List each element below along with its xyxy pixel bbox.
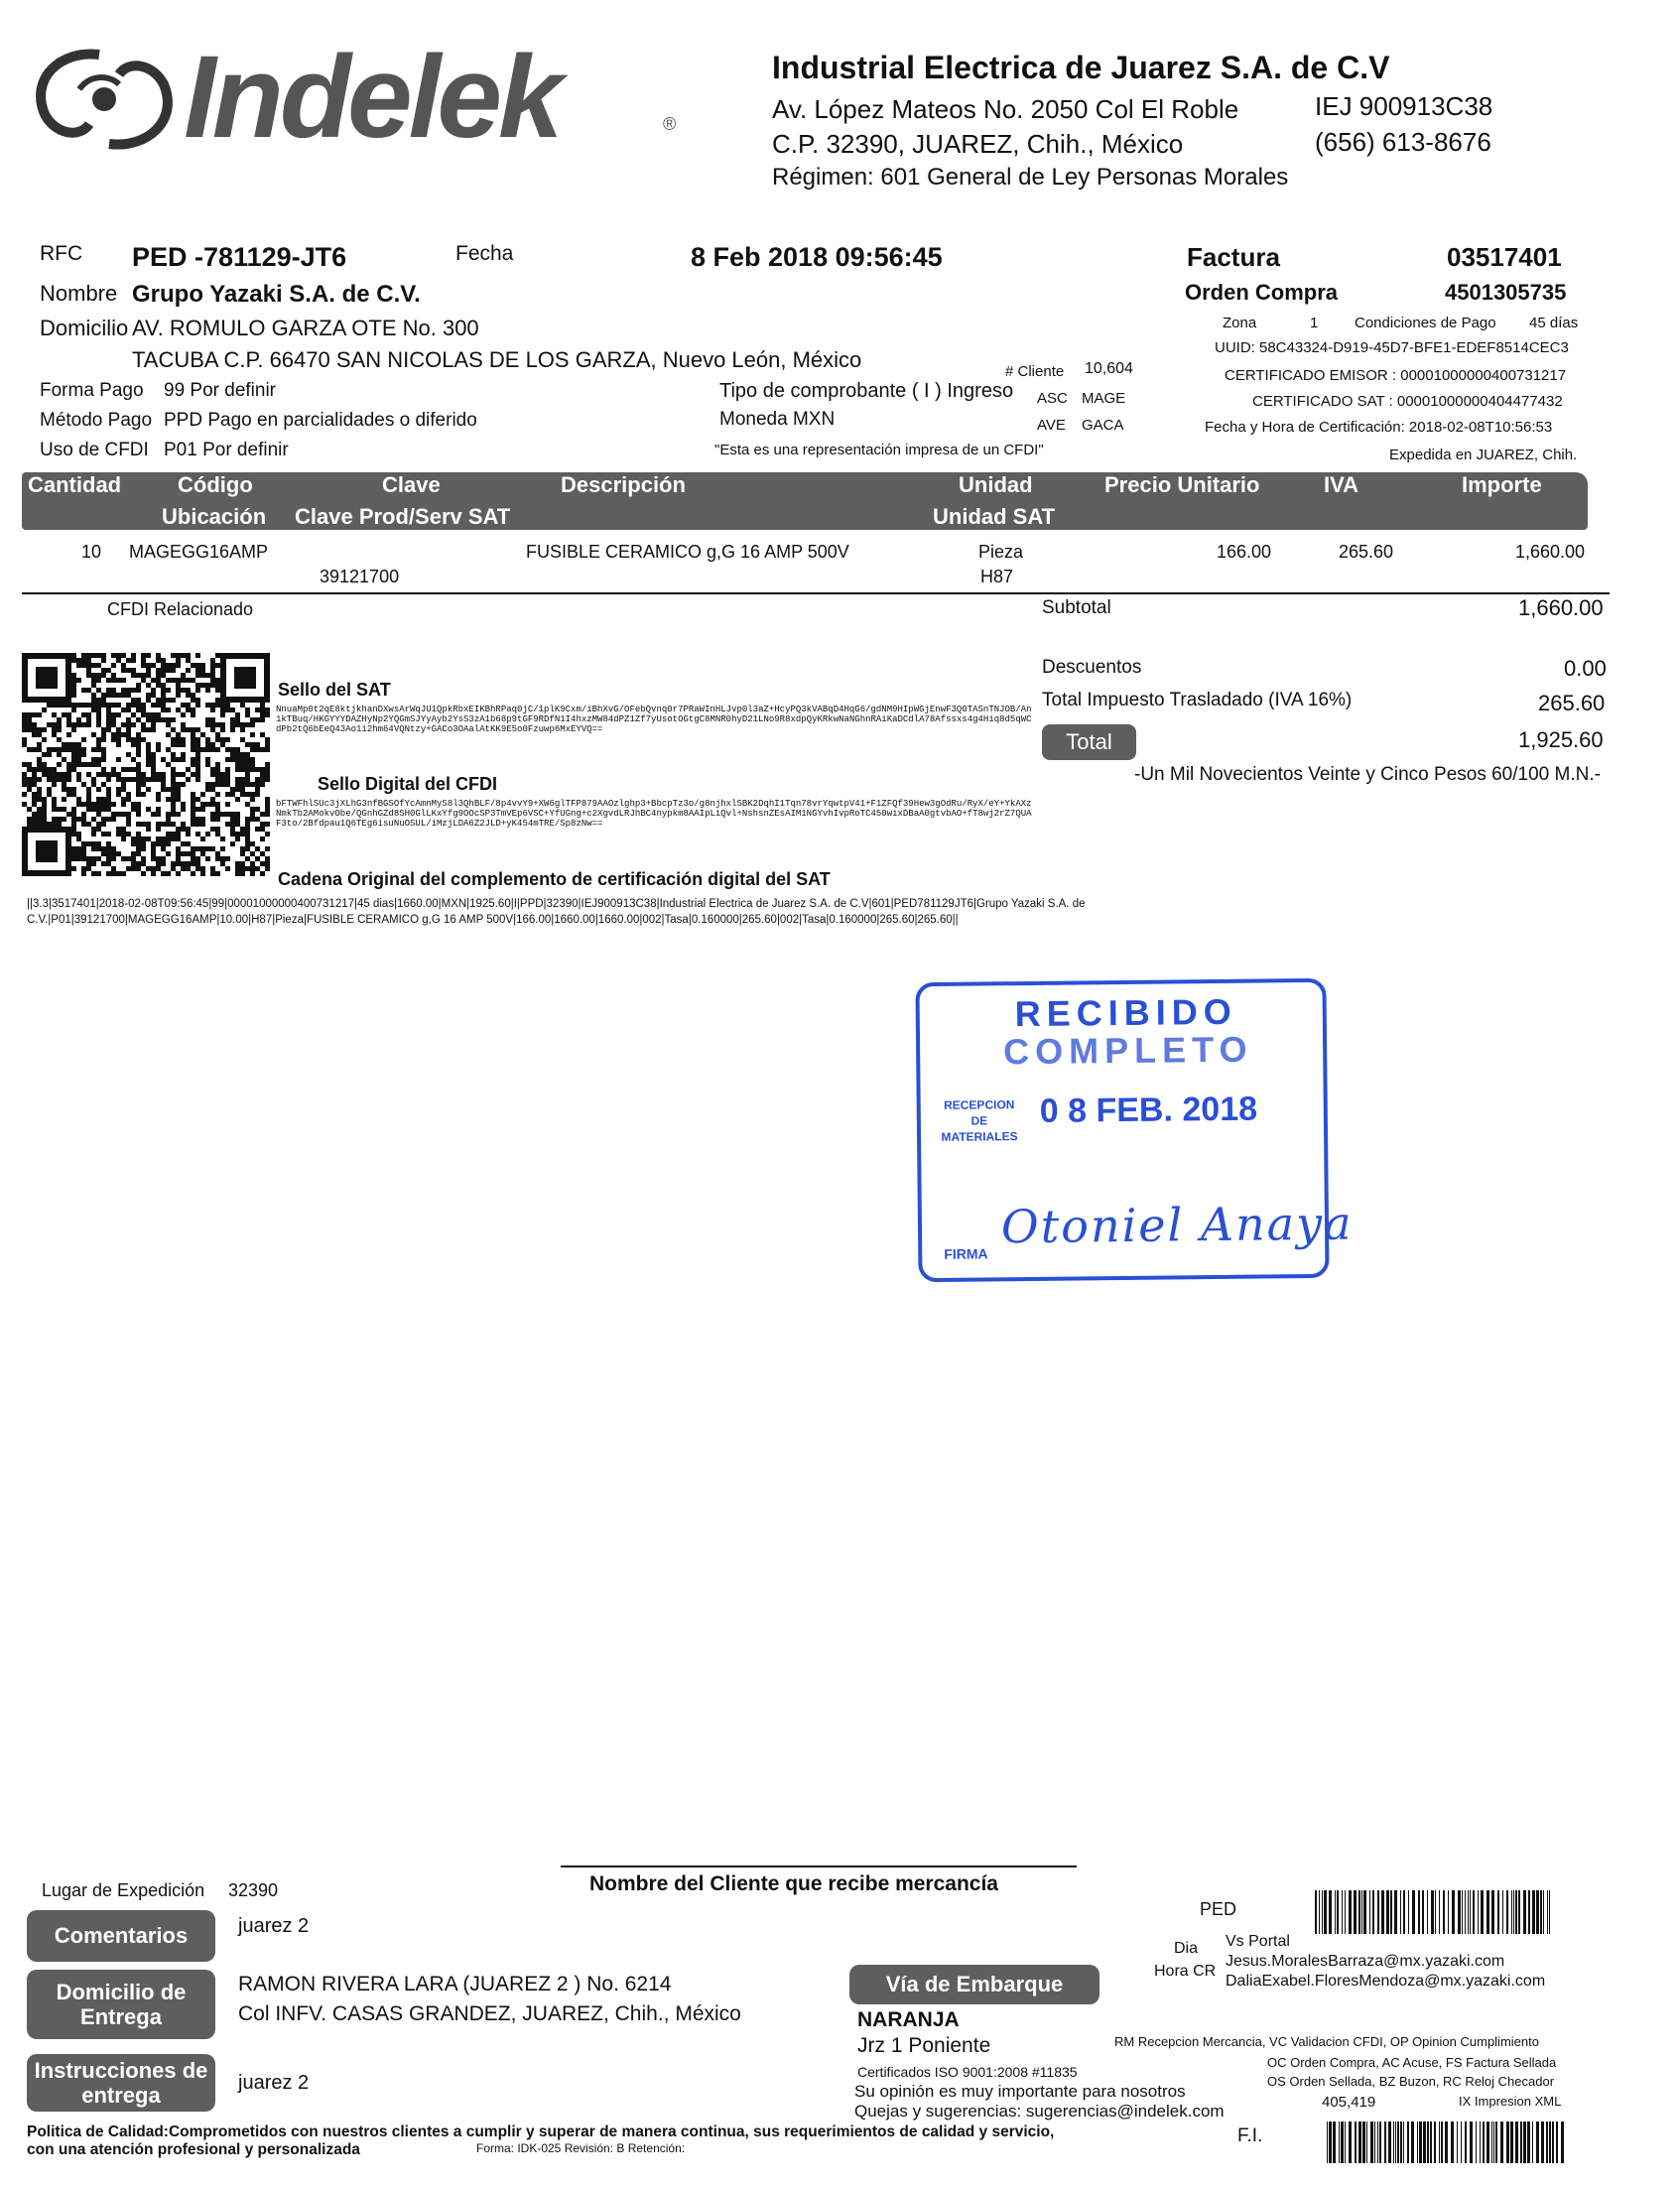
asc-value: MAGE (1082, 390, 1126, 407)
descuentos-label: Descuentos (1042, 657, 1142, 678)
col-unidad: Unidad (959, 472, 1033, 497)
row-importe: 1,660.00 (1515, 542, 1586, 562)
cliente-label: # Cliente (1005, 363, 1065, 380)
uso-cfdi-label: Uso de CFDI (40, 440, 149, 460)
signature-line (561, 1865, 1077, 1867)
vs-portal: Vs Portal (1226, 1933, 1290, 1950)
fecha-label: Fecha (455, 242, 514, 265)
ix-label: IX Impresion XML (1459, 2094, 1562, 2109)
condiciones-label: Condiciones de Pago (1355, 315, 1496, 331)
row-precio: 166.00 (1217, 542, 1272, 562)
company-address2: C.P. 32390, JUAREZ, Chih., México (772, 129, 1184, 159)
stamp-dept: RECEPCION DE MATERIALES (941, 1097, 1018, 1144)
expedida: Expedida en JUAREZ, Chih. (1389, 447, 1578, 463)
tipo-comprobante: Tipo de comprobante ( I ) Ingreso (719, 380, 1014, 402)
rfc-label: RFC (40, 242, 83, 265)
sello-sat-label: Sello del SAT (278, 680, 391, 700)
hora-label: Hora CR (1154, 1963, 1217, 1980)
dia-label: Dia (1174, 1940, 1199, 1957)
comentarios-label (27, 1910, 215, 1962)
barcode-top (1315, 1890, 1553, 1934)
orden-label: Orden Compra (1185, 280, 1339, 305)
table-header (22, 472, 1588, 530)
total-label (1042, 724, 1136, 760)
col-precio: Precio Unitario (1104, 472, 1260, 497)
subtotal-value: 1,660.00 (1518, 595, 1604, 620)
legend3: OS Orden Sellada, BZ Buzon, RC Reloj Checador (1267, 2074, 1555, 2089)
asc-label: ASC (1037, 390, 1068, 407)
sello-sat-value: NnuaMp0t2qE8ktjkhanDXwsArWqJU1QpkRbxEIKBhRPaq0jC/1plK9Cxm/iBhXvG/OFebQvnq0r7PRaWInHLJvp0l3aZ+HcyPQ3kVABqD4HqG6/gdNM9HIpWGjEnwF3Q0TASnTNJOB/An1kTBuq/HKGYYYDAZHyNp2YQGmSJYyAyb2YsS3zA1b68p9tGF9RDfN1I4hxzMW84dPZ1Zf7yUsotOGtgC8MNR0hyD21LNo9R8xdpQyKRkwNaNGhnRAiKaDCdlA78Afssxs4g4Hiq8d5qWCdPb2tQ6bEeQ43Ao1i2hm64VQNtzy+GACo3OAalAtKK9E5o0Fzuwp6MxEYVQ== (276, 705, 1032, 734)
cliente-value: 10,604 (1085, 360, 1133, 377)
registered-icon: ® (663, 114, 677, 134)
cfdi-relacionado: CFDI Relacionado (107, 599, 254, 619)
cert-sat: CERTIFICADO SAT : 00001000000404477432 (1252, 393, 1563, 410)
factura-label: Factura (1187, 242, 1280, 272)
impuesto-value: 265.60 (1538, 691, 1606, 715)
col-importe: Importe (1462, 472, 1542, 497)
forma-info: Forma: IDK-025 Revisión: B Retención: (476, 2141, 686, 2155)
legend1: RM Recepcion Mercancia, VC Validacion CFDI, OP Opinion Cumplimiento (1114, 2034, 1539, 2049)
qr-code-graphic (22, 653, 270, 876)
opinion-text: Su opinión es muy importante para nosotros (854, 2082, 1186, 2101)
sello-cfdi-label: Sello Digital del CFDI (318, 774, 498, 794)
sello-cfdi-value: bFTWFhlSUc3jXLhG3nfBGSOfYcAmnMyS8l3QhBLF/8p4vvY9+XW6glTFP879AAOzlghp3+BbcpTz3o/g8njhxlSBK2DqhI1Tqn78vrYqwtpV41+F1ZFQf39Hew3gOdRu/RyX/eY+YkAXzNmkTb2AMokvObe/QGnhGZd8SH0GlLKxYfg9OOcSP3TmVEp6VSC+YfUGng+c2XgvdLRJhBC4nypkm8AAIpLiQvl+NshsnZEsAIM1NGYvhIvpRoTC450wixDBaA0gtvbAO+fT8wj2rZ7QUAF3to/2Bfdpau1Q6TEg6isuNuOSUL/iMzjLDA6Z2JLD+yK454mTRE/Sp8zNw== (276, 799, 1032, 829)
nombre-value: Grupo Yazaki S.A. de C.V. (132, 281, 421, 308)
fecha-value: 8 Feb 2018 09:56:45 (691, 242, 943, 272)
row-unidad: Pieza (978, 542, 1024, 562)
impuesto-label: Total Impuesto Trasladado (IVA 16%) (1042, 690, 1353, 710)
representacion-note: "Esta es una representación impresa de un CFDI" (714, 442, 1044, 458)
email1: Jesus.MoralesBarraza@mx.yazaki.com (1226, 1953, 1505, 1970)
col-clave: Clave (382, 472, 441, 497)
rfc-value: PED -781129-JT6 (132, 242, 347, 272)
condiciones-value: 45 días (1529, 315, 1579, 331)
col-ubicacion: Ubicación (162, 504, 267, 529)
zona-label: Zona (1223, 315, 1257, 331)
col-iva: IVA (1324, 472, 1359, 497)
row-unidad-sat: H87 (980, 567, 1014, 586)
col-descripcion: Descripción (561, 472, 686, 497)
forma-pago-label: Forma Pago (40, 380, 144, 401)
politica-line2: con una atención profesional y personalizada (27, 2141, 360, 2158)
subtotal-label: Subtotal (1042, 597, 1111, 618)
quejas-text: Quejas y sugerencias: sugerencias@indelek.com (854, 2102, 1225, 2121)
nombre-cliente-label: Nombre del Cliente que recibe mercancía (589, 1872, 998, 1895)
row-iva: 265.60 (1339, 542, 1394, 562)
cert-emisor: CERTIFICADO EMISOR : 00001000000400731217 (1225, 367, 1567, 384)
col-codigo: Código (178, 472, 253, 497)
row-clave-prod: 39121700 (320, 567, 400, 586)
lugar-label: Lugar de Expedición (42, 1880, 205, 1900)
qr-code (22, 653, 270, 876)
domicilio-entrega-line2: Col INFV. CASAS GRANDEZ, JUAREZ, Chih., México (238, 2002, 741, 2025)
cadena-label: Cadena Original del complemento de certificación digital del SAT (278, 869, 831, 889)
ave-label: AVE (1037, 417, 1066, 434)
uuid: UUID: 58C43324-D919-45D7-BFE1-EDEF8514CEC3 (1215, 339, 1569, 356)
domicilio-entrega-label (27, 1970, 215, 2039)
row-codigo: MAGEGG16AMP (129, 542, 269, 562)
comentarios-label-text: Comentarios (54, 1923, 189, 1949)
cadena-line1: ||3.3|3517401|2018-02-08T09:56:45|99|00001000000400731217|45 dias|1660.00|MXN|1925.60|I|PPD|32390|IEJ900913C38|Industrial Electrica de Juarez S.A. de C.V|601|PED781129JT6|Grupo Yazaki S.A. de (27, 898, 1086, 910)
total-value: 1,925.60 (1518, 727, 1604, 752)
descuentos-value: 0.00 (1564, 656, 1607, 681)
company-address1: Av. López Mateos No. 2050 Col El Roble (772, 94, 1239, 124)
col-clave-prod: Clave Prod/Serv SAT (295, 504, 511, 529)
domicilio-line2: TACUBA C.P. 66470 SAN NICOLAS DE LOS GARZA, Nuevo León, México (132, 347, 862, 372)
received-stamp (915, 978, 1354, 1282)
legend2: OC Orden Compra, AC Acuse, FS Factura Sellada (1267, 2055, 1557, 2070)
barcode-top-graphic (1315, 1890, 1553, 1934)
col-unidad-sat: Unidad SAT (933, 504, 1056, 529)
uso-cfdi-value: P01 Por definir (164, 440, 289, 460)
via-embarque-label (849, 1965, 1099, 2004)
total-label-text: Total (1066, 729, 1112, 755)
moneda: Moneda MXN (719, 409, 836, 430)
email2: DaliaExabel.FloresMendoza@mx.yazaki.com (1226, 1973, 1546, 1990)
stamp-date: 0 8 FEB. 2018 (1039, 1090, 1258, 1130)
nombre-label: Nombre (40, 281, 118, 306)
via-line2: Jrz 1 Poniente (857, 2034, 991, 2057)
instrucciones-value: juarez 2 (238, 2072, 310, 2094)
ave-value: GACA (1082, 417, 1124, 434)
factura-number: 03517401 (1447, 242, 1562, 272)
domicilio-line1: AV. ROMULO GARZA OTE No. 300 (132, 316, 479, 340)
stamp-signature: Otoniel Anaya (1000, 1196, 1354, 1254)
row-descripcion: FUSIBLE CERAMICO g,G 16 AMP 500V (526, 542, 849, 562)
company-phone: (656) 613-8676 (1315, 127, 1491, 157)
via-line1: NARANJA (857, 2008, 960, 2031)
via-embarque-label-text: Vía de Embarque (885, 1972, 1064, 1997)
total-letra: -Un Mil Novecientos Veinte y Cinco Pesos 60/100 M.N.- (1134, 764, 1601, 785)
company-logo (20, 25, 695, 174)
fi-label: F.I. (1237, 2125, 1263, 2146)
domicilio-entrega-label-text: Domicilio de Entrega (56, 1979, 187, 2029)
barcode-bottom (1327, 2122, 1565, 2163)
stamp-line2: COMPLETO (1002, 1028, 1253, 1073)
stamp-firma-label: FIRMA (944, 1245, 988, 1262)
metodo-pago-label: Método Pago (40, 410, 153, 431)
lugar-value: 32390 (228, 1880, 279, 1900)
col-cantidad: Cantidad (28, 472, 122, 497)
metodo-pago-value: PPD Pago en parcialidades o diferido (164, 410, 477, 431)
instrucciones-label-text: Instrucciones de entrega (34, 2057, 208, 2108)
comentarios-value: juarez 2 (238, 1915, 310, 1937)
forma-pago-value: 99 Por definir (164, 380, 277, 401)
table-divider (22, 592, 1610, 594)
cadena-line2: C.V.|P01|39121700|MAGEGG16AMP|10.00|H87|Pieza|FUSIBLE CERAMICO g,G 16 AMP 500V|166.00|1660.00|1660.00|002|Tasa|0.160000|265.60|002|Tasa|0.160000|265.60|265.60|| (27, 914, 959, 926)
table-row (22, 540, 1588, 591)
company-regimen: Régimen: 601 General de Ley Personas Morales (772, 164, 1289, 191)
fecha-cert: Fecha y Hora de Certificación: 2018-02-08T10:56:53 (1205, 419, 1553, 436)
domicilio-entrega-line1: RAMON RIVERA LARA (JUAREZ 2 ) No. 6214 (238, 1973, 672, 1995)
barcode-bottom-graphic (1327, 2122, 1565, 2163)
ped-label: PED (1200, 1899, 1237, 1919)
code-value: 405,419 (1322, 2094, 1376, 2111)
company-rfc: IEJ 900913C38 (1315, 91, 1493, 121)
row-cantidad: 10 (81, 542, 102, 562)
orden-number: 4501305735 (1445, 280, 1567, 305)
stamp-line1: RECIBIDO (1014, 990, 1237, 1035)
logo-swirl-icon (20, 35, 189, 164)
politica-line1: Politica de Calidad:Comprometidos con nuestros clientes a cumplir y superar de manera continua, sus requerimientos de calidad y servicio, (27, 2123, 1055, 2140)
instrucciones-label (27, 2054, 215, 2112)
logo-wordmark: Indelek (184, 32, 560, 163)
iso-cert: Certificados ISO 9001:2008 #11835 (857, 2064, 1078, 2080)
zona-value: 1 (1310, 315, 1319, 331)
company-name: Industrial Electrica de Juarez S.A. de C.V (772, 50, 1390, 85)
domicilio-label: Domicilio (40, 316, 129, 340)
